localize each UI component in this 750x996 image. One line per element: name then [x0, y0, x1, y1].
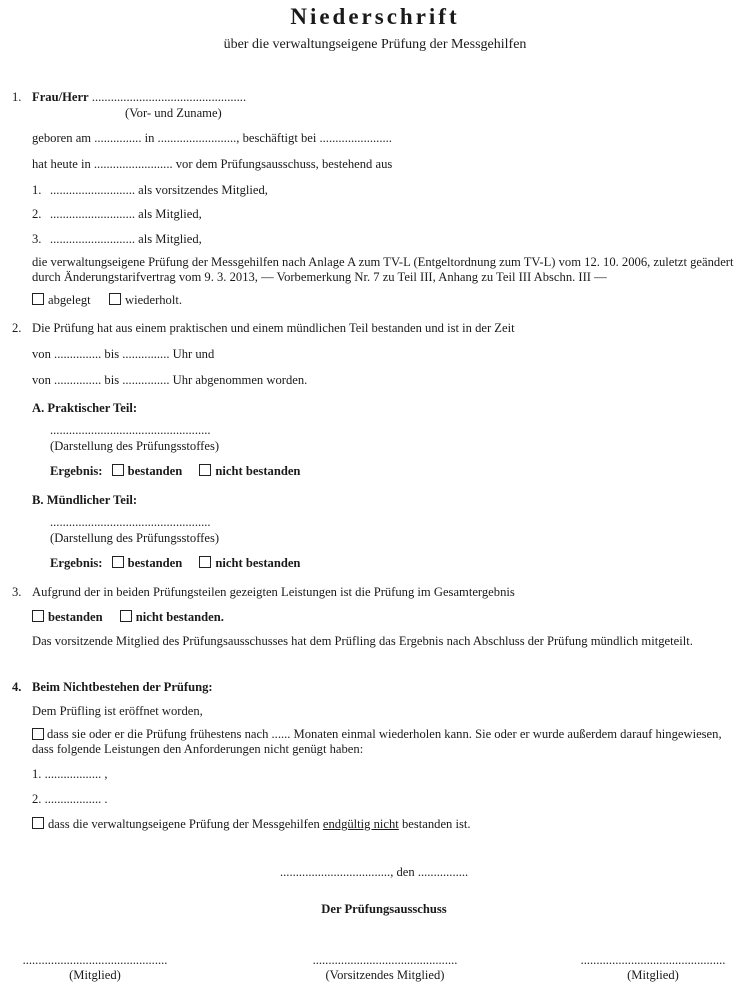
time-line-2[interactable]: von ............... bis ............... Uhr abgenommen worden. [32, 373, 308, 387]
checkbox-abgelegt[interactable] [32, 293, 44, 305]
oral-result [50, 556, 300, 571]
oral-result-label: Ergebnis: [50, 556, 103, 570]
practical-failed-label: nicht bestanden [215, 464, 301, 478]
oral-passed-checkbox[interactable] [112, 556, 124, 568]
final-fail-checkbox[interactable] [32, 817, 44, 829]
name-hint: (Vor- und Zuname) [125, 106, 222, 120]
born-line[interactable]: geboren am ............... in ........................., beschäftigt bei ....................... [32, 131, 392, 145]
deficit-item-2[interactable]: 2. .................. . [32, 792, 108, 806]
option-abgelegt-label: abgelegt [48, 293, 91, 307]
total-failed-label: nicht bestanden. [135, 610, 224, 624]
signature-right-line[interactable]: .............................................. [580, 953, 726, 967]
final-fail-text-post: bestanden ist. [401, 817, 471, 831]
practical-hint: (Darstellung des Prüfungsstoffes) [50, 439, 220, 453]
deficit-item-1[interactable]: 1. .................. , [32, 767, 108, 781]
option-wiederholt[interactable] [109, 293, 182, 308]
practical-result [50, 464, 300, 479]
oral-passed-label: bestanden [127, 556, 183, 570]
final-fail-text-underlined: endgültig nicht [322, 817, 399, 831]
name-label: Frau/Herr [32, 90, 89, 104]
total-result [32, 610, 224, 625]
member-number-2: 2. [32, 207, 42, 221]
section-2-number: 2. [12, 321, 22, 335]
oral-failed-label: nicht bestanden [215, 556, 301, 570]
oral-failed-checkbox[interactable] [199, 556, 211, 568]
signature-left-label: (Mitglied) [69, 968, 121, 982]
final-fail-option[interactable] [32, 817, 471, 832]
member-line-2[interactable]: ........................... als Mitglied, [50, 207, 202, 221]
section-3-intro: Aufgrund der in beiden Prüfungsteilen gezeigten Leistungen ist die Prüfung im Gesamtergebnis [32, 585, 515, 599]
name-line [32, 90, 246, 105]
section-4-heading: Beim Nichtbestehen der Prüfung: [32, 680, 213, 694]
section-1-paragraph: die verwaltungseigene Prüfung der Messgehilfen nach Anlage A zum TV-L (Entgeltordnung zum TV-L) vom 12. 10. 2006, zuletzt geändert durch Änderungstarifvertrag vom 9. 3. 2013, — Vorbemerkung Nr. 7 zu Teil III, Anhang zu Teil III Abschn. III — [32, 255, 734, 284]
member-line-1[interactable]: ........................... als vorsitzendes Mitglied, [50, 183, 268, 197]
signature-left-line[interactable]: .............................................. [22, 953, 168, 967]
oral-heading: B. Mündlicher Teil: [32, 493, 138, 507]
practical-field[interactable]: ................................................... [50, 423, 211, 437]
oral-field[interactable]: ................................................... [50, 515, 211, 529]
section-4-number: 4. [12, 680, 22, 694]
section-2-intro: Die Prüfung hat aus einem praktischen und einem mündlichen Teil bestanden und ist in der Zeit [32, 321, 515, 335]
member-line-3[interactable]: ........................... als Mitglied, [50, 232, 202, 246]
member-number-1: 1. [32, 183, 42, 197]
total-passed-label: bestanden [48, 610, 103, 624]
committee-title: Der Prüfungsausschuss [321, 902, 447, 916]
signature-center-label: (Vorsitzendes Mitglied) [325, 968, 445, 982]
practical-heading: A. Praktischer Teil: [32, 401, 138, 415]
oral-hint: (Darstellung des Prüfungsstoffes) [50, 531, 220, 545]
member-number-3: 3. [32, 232, 42, 246]
name-field[interactable]: ................................................. [91, 90, 247, 104]
signature-center-line[interactable]: .............................................. [312, 953, 458, 967]
today-line[interactable]: hat heute in ......................... vor dem Prüfungsausschuss, bestehend aus [32, 157, 393, 171]
option-abgelegt[interactable] [32, 293, 91, 308]
document-subtitle: über die verwaltungseigene Prüfung der Messgehilfen [223, 37, 527, 52]
document-title: Niederschrift [290, 4, 460, 29]
signature-right-label: (Mitglied) [627, 968, 679, 982]
section-3-number: 3. [12, 585, 22, 599]
checkbox-wiederholt[interactable] [109, 293, 121, 305]
final-fail-text-pre: dass die verwaltungseigene Prüfung der Messgehilfen [48, 817, 320, 831]
section-1-number: 1. [12, 90, 22, 104]
repeat-option-text: dass sie oder er die Prüfung frühestens nach ...... Monaten einmal wiederholen kann. Sie oder er wurde außerdem darauf hingewiesen, dass folgende Leistungen den Anforderungen nicht genügt haben: [32, 727, 722, 756]
section-4-intro: Dem Prüfling ist eröffnet worden, [32, 704, 203, 718]
practical-passed-checkbox[interactable] [112, 464, 124, 476]
practical-failed-checkbox[interactable] [199, 464, 211, 476]
total-failed-checkbox[interactable] [120, 610, 132, 622]
practical-passed-label: bestanden [127, 464, 183, 478]
time-line-1[interactable]: von ............... bis ............... Uhr und [32, 347, 215, 361]
total-passed-checkbox[interactable] [32, 610, 44, 622]
option-wiederholt-label: wiederholt. [125, 293, 183, 307]
section-3-paragraph: Das vorsitzende Mitglied des Prüfungsausschusses hat dem Prüfling das Ergebnis nach Abschluss der Prüfung mündlich mitgeteilt. [32, 634, 693, 648]
practical-result-label: Ergebnis: [50, 464, 103, 478]
place-date-line[interactable]: ..................................., den ................ [280, 865, 469, 879]
